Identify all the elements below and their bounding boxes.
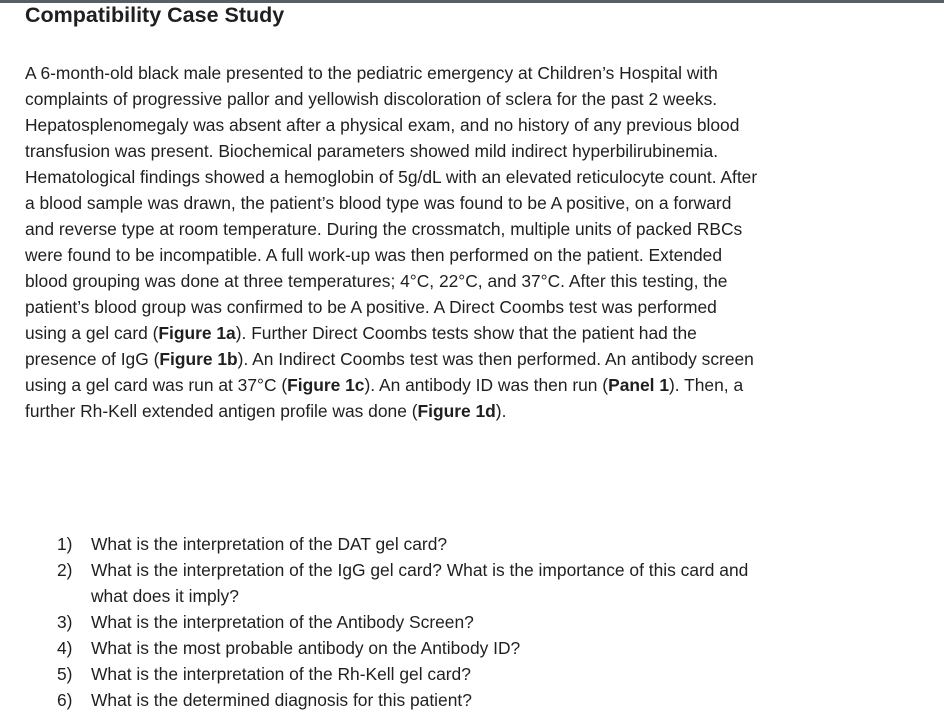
paragraph-line: blood grouping was done at three temperatures; 4°C, 22°C, and 37°C. After this testing, the: [25, 271, 728, 291]
text-segment: ).: [495, 401, 507, 421]
question-text-line: What is the interpretation of the DAT gel card?: [91, 534, 448, 554]
question-item: [57, 557, 917, 609]
question-text-line: what does it imply?: [91, 586, 239, 606]
paragraph-line: [25, 346, 925, 372]
panel-reference: Panel 1: [608, 375, 669, 395]
question-number: 3): [57, 612, 73, 632]
question-text: [91, 687, 917, 713]
question-list: [57, 531, 917, 713]
figure-reference: Figure 1d: [417, 401, 496, 421]
paragraph-line: a blood sample was drawn, the patient’s blood type was found to be A positive, on a forward: [25, 193, 732, 213]
question-item: [57, 687, 917, 713]
question-text-line: What is the most probable antibody on the Antibody ID?: [91, 638, 521, 658]
question-text-line: What is the interpretation of the IgG gel card? What is the importance of this card and: [91, 560, 749, 580]
figure-reference: Figure 1a: [158, 323, 236, 343]
text-segment: ). An Indirect Coombs test was then performed. An antibody screen: [237, 349, 754, 369]
question-item: [57, 635, 917, 661]
case-paragraph: [25, 60, 925, 424]
question-text: [91, 661, 917, 687]
question-text-line: What is the determined diagnosis for this patient?: [91, 690, 472, 710]
question-text: [91, 609, 917, 635]
paragraph-line: A 6-month-old black male presented to the pediatric emergency at Children’s Hospital with: [25, 63, 718, 83]
question-item: [57, 661, 917, 687]
question-text: [91, 531, 917, 557]
text-segment: using a gel card was run at 37°C (: [25, 375, 288, 395]
question-text-line: What is the interpretation of the Rh-Kell gel card?: [91, 664, 471, 684]
question-text: [91, 635, 917, 661]
paragraph-line: patient’s blood group was confirmed to be A positive. A Direct Coombs test was performed: [25, 297, 717, 317]
question-number: 6): [57, 690, 73, 710]
question-item: [57, 531, 917, 557]
paragraph-line: and reverse type at room temperature. During the crossmatch, multiple units of packed RBCs: [25, 219, 743, 239]
figure-reference: Figure 1c: [287, 375, 365, 395]
question-number: 2): [57, 560, 73, 580]
paragraph-line: [25, 372, 925, 398]
text-segment: presence of IgG (: [25, 349, 160, 369]
question-number: 5): [57, 664, 73, 684]
text-segment: ). Then, a: [669, 375, 744, 395]
question-number: 1): [57, 534, 73, 554]
text-segment: using a gel card (: [25, 323, 159, 343]
paragraph-line: [25, 320, 925, 346]
text-segment: ). An antibody ID was then run (: [364, 375, 609, 395]
document-title: Compatibility Case Study: [25, 3, 285, 27]
figure-reference: Figure 1b: [159, 349, 238, 369]
question-number: 4): [57, 638, 73, 658]
paragraph-line: [25, 398, 925, 424]
paragraph-line: transfusion was present. Biochemical parameters showed mild indirect hyperbilirubinemia.: [25, 141, 719, 161]
question-text-line: What is the interpretation of the Antibody Screen?: [91, 612, 474, 632]
paragraph-line: Hematological findings showed a hemoglobin of 5g/dL with an elevated reticulocyte count. After: [25, 167, 758, 187]
paragraph-line: complaints of progressive pallor and yellowish discoloration of sclera for the past 2 weeks.: [25, 89, 718, 109]
text-segment: ). Further Direct Coombs tests show that the patient had the: [235, 323, 697, 343]
text-segment: further Rh-Kell extended antigen profile was done (: [25, 401, 418, 421]
question-item: [57, 609, 917, 635]
paragraph-line: Hepatosplenomegaly was absent after a physical exam, and no history of any previous blood: [25, 115, 740, 135]
question-text: [91, 557, 917, 609]
paragraph-line: were found to be incompatible. A full work-up was then performed on the patient. Extended: [25, 245, 723, 265]
